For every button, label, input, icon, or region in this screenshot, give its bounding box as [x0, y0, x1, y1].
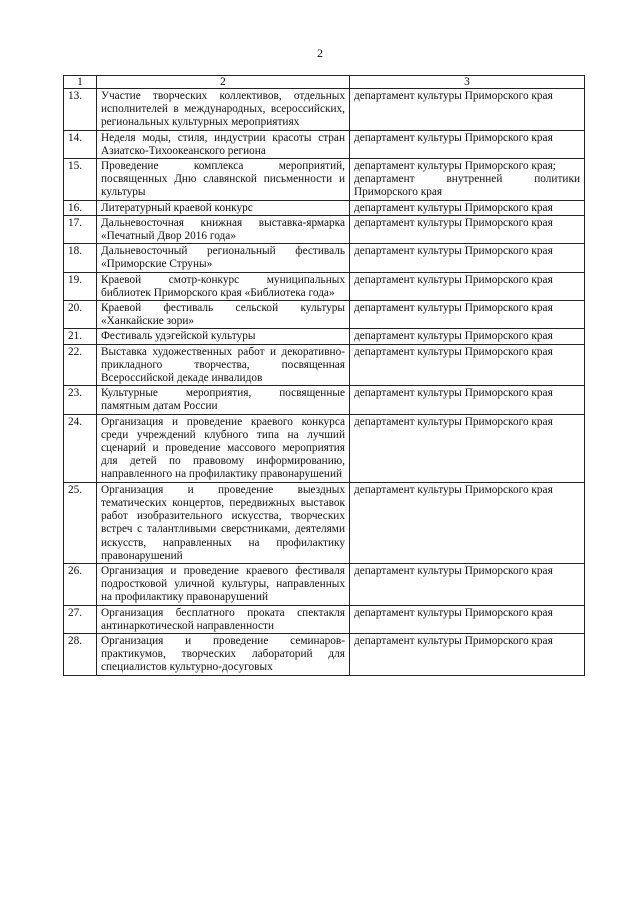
event-name: Дальневосточная книжная выставка-ярмарка «Печатный Двор 2016 года» — [97, 215, 350, 243]
responsible-department: департамент культуры Приморского края — [354, 245, 553, 258]
responsible-department: департамент культуры Приморского края — [354, 564, 553, 577]
event-name: Фестиваль удэгейской культуры — [97, 329, 350, 344]
table-row — [64, 563, 585, 605]
event-name: Организация бесплатного проката спектакля антинаркотической направленности — [97, 605, 350, 633]
event-name: Культурные мероприятия, посвященные памятным датам России — [97, 386, 350, 414]
event-name: Литературный краевой конкурс — [97, 200, 350, 215]
row-number: 26. — [64, 563, 97, 605]
table-row — [64, 89, 585, 131]
responsible-department: департамент культуры Приморского края; — [354, 160, 556, 173]
page-number: 2 — [317, 46, 323, 60]
responsible-department: департамент культуры Приморского края — [354, 345, 553, 358]
row-number: 17. — [64, 215, 97, 243]
event-name: Дальневосточный региональный фестиваль «Приморские Струны» — [97, 244, 350, 272]
responsible-department: департамент внутренней политики Приморского края — [354, 173, 580, 199]
table-row — [64, 159, 585, 201]
event-name: Выставка художественных работ и декоративно-прикладного творчества, посвященная Всероссийской декаде инвалидов — [97, 344, 350, 386]
row-number: 21. — [64, 329, 97, 344]
responsible-department: департамент культуры Приморского края — [354, 415, 553, 428]
table-row — [64, 200, 585, 215]
row-number: 20. — [64, 301, 97, 329]
responsible-department: департамент культуры Приморского края — [354, 387, 553, 400]
table-body — [64, 76, 585, 676]
row-number: 15. — [64, 159, 97, 201]
header-cell-1: 1 — [64, 76, 97, 89]
responsible-department: департамент культуры Приморского края — [354, 302, 553, 315]
header-cell-3: 3 — [350, 76, 585, 89]
event-name: Организация и проведение выездных тематических концертов, передвижных выставок работ изобразительного искусства, творческих встреч с талантливыми сверстниками, деятелями искусств, направленных на профилактику правонарушений — [97, 482, 350, 563]
table-row — [64, 344, 585, 386]
responsible-cell — [350, 633, 585, 675]
row-number: 23. — [64, 386, 97, 414]
event-name: Проведение комплекса мероприятий, посвященных Дню славянской письменности и культуры — [97, 159, 350, 201]
header-cell-2: 2 — [97, 76, 350, 89]
responsible-cell — [350, 301, 585, 329]
responsible-department: департамент культуры Приморского края — [354, 131, 553, 144]
table-row — [64, 605, 585, 633]
events-table — [63, 75, 585, 676]
responsible-department: департамент культуры Приморского края — [354, 201, 553, 214]
row-number: 16. — [64, 200, 97, 215]
table-row — [64, 215, 585, 243]
responsible-cell — [350, 272, 585, 300]
row-number: 18. — [64, 244, 97, 272]
event-name: Организация и проведение семинаров-практикумов, творческих лабораторий для специалистов культурно-досуговых — [97, 633, 350, 675]
responsible-cell — [350, 482, 585, 563]
table-row — [64, 301, 585, 329]
row-number: 22. — [64, 344, 97, 386]
responsible-department: департамент культуры Приморского края — [354, 90, 553, 102]
responsible-cell — [350, 563, 585, 605]
responsible-cell — [350, 159, 585, 201]
responsible-cell — [350, 329, 585, 344]
table-row — [64, 482, 585, 563]
table-row — [64, 244, 585, 272]
row-number: 14. — [64, 130, 97, 158]
responsible-department: департамент культуры Приморского края — [354, 483, 553, 496]
responsible-department: департамент культуры Приморского края — [354, 330, 553, 343]
row-number: 25. — [64, 482, 97, 563]
row-number: 19. — [64, 272, 97, 300]
responsible-cell — [350, 244, 585, 272]
table-header-row — [64, 76, 585, 89]
responsible-cell — [350, 344, 585, 386]
event-name: Участие творческих коллективов, отдельных исполнителей в международных, всероссийских, региональных культурных мероприятиях — [97, 89, 350, 131]
table-row — [64, 272, 585, 300]
responsible-cell — [350, 130, 585, 158]
row-number: 27. — [64, 605, 97, 633]
responsible-cell — [350, 89, 585, 131]
responsible-cell — [350, 215, 585, 243]
responsible-department: департамент культуры Приморского края — [354, 273, 553, 286]
responsible-cell — [350, 414, 585, 482]
row-number: 28. — [64, 633, 97, 675]
table-row — [64, 633, 585, 675]
responsible-department: департамент культуры Приморского края — [354, 606, 553, 619]
table-row — [64, 386, 585, 414]
row-number: 24. — [64, 414, 97, 482]
event-name: Организация и проведение краевого фестиваля подростковой уличной культуры, направленных на профилактику правонарушений — [97, 563, 350, 605]
table-row — [64, 414, 585, 482]
responsible-cell — [350, 200, 585, 215]
event-name: Краевой фестиваль сельской культуры «Ханкайские зори» — [97, 301, 350, 329]
event-name: Организация и проведение краевого конкурса среди учреждений клубного типа на лучший сценарий и проведение массового мероприятия для детей по правовому информированию, направленного на профилактику правонарушений — [97, 414, 350, 482]
responsible-cell — [350, 386, 585, 414]
row-number: 13. — [64, 89, 97, 131]
table-row — [64, 329, 585, 344]
event-name: Краевой смотр-конкурс муниципальных библиотек Приморского края «Библиотека года» — [97, 272, 350, 300]
responsible-department: департамент культуры Приморского края — [354, 216, 553, 229]
event-name: Неделя моды, стиля, индустрии красоты стран Азиатско-Тихоокеанского региона — [97, 130, 350, 158]
table-row — [64, 130, 585, 158]
responsible-department: департамент культуры Приморского края — [354, 634, 553, 647]
responsible-cell — [350, 605, 585, 633]
